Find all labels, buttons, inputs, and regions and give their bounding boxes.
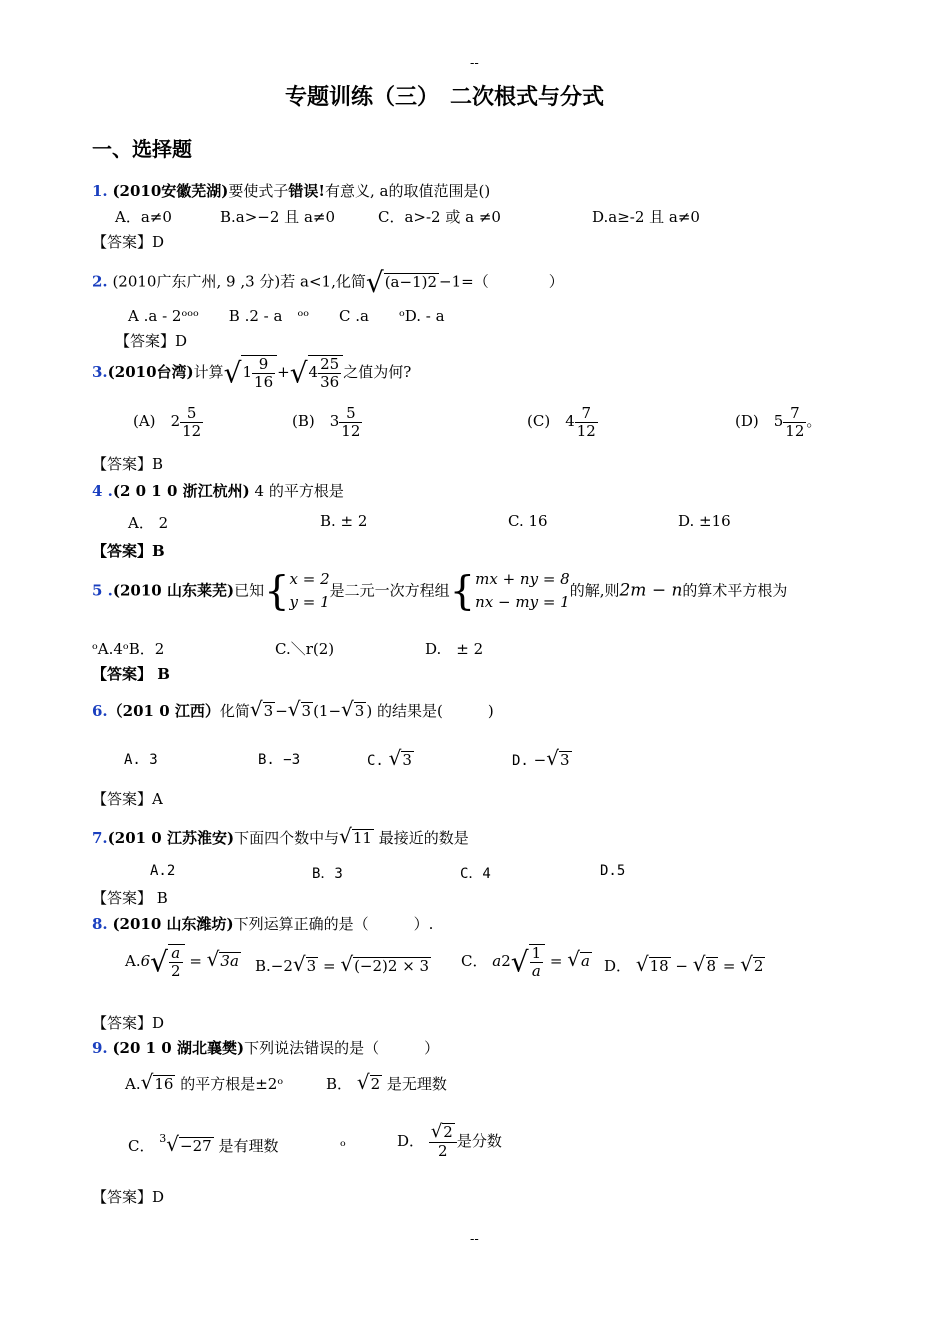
question-source: (2010台湾) <box>107 363 194 381</box>
equation: x = 2 <box>289 570 330 588</box>
option-a: A.2 <box>150 863 176 879</box>
question-2-stem: 2. (2010广东广州, 9 ,3 分)若 a<1,化简√(a−1)2 −1=（ ） <box>92 266 564 299</box>
question-text-tail: 的结果是( ) <box>376 702 494 720</box>
question-text: 下面四个数中与 <box>234 829 340 847</box>
question-source: （201 0 江西） <box>107 702 220 720</box>
expression: 2m − n <box>619 580 683 601</box>
equation: y = 1 <box>289 593 330 612</box>
option-c: C.＼r(2) <box>275 640 335 658</box>
question-text-tail: 之值为何? <box>343 363 412 381</box>
question-number: 4 . <box>92 482 113 500</box>
question-source: (201 0 江苏淮安) <box>107 829 235 847</box>
equation: mx + ny = 8 <box>475 570 570 588</box>
question-text: 是二元一次方程组 <box>329 581 450 600</box>
option-a: A． 2 <box>128 514 169 532</box>
option-b: B.a>−2 且 a≠0 <box>220 208 336 226</box>
question-text: 4 的平方根是 <box>254 482 344 500</box>
question-number: 3. <box>92 363 108 381</box>
page-title: 专题训练（三） 二次根式与分式 <box>285 85 605 110</box>
question-number: 2. <box>92 272 108 291</box>
option-d: (D) 5 $\frac{7}{12}$ 。 <box>735 404 822 440</box>
question-source: (20 1 0 湖北襄樊) <box>112 1039 245 1057</box>
mixed-whole: 4 <box>308 363 319 381</box>
answer: 【答案】 B <box>92 665 170 683</box>
option-b: B． √2 是无理数 <box>326 1070 447 1094</box>
option-c: C．4 <box>460 866 491 882</box>
answer: 【答案】D <box>92 233 165 251</box>
question-4-stem <box>92 480 344 501</box>
option-a: A.6√ $\frac{a}{2}$ = √3a <box>125 944 239 980</box>
question-8-stem <box>92 913 433 934</box>
radicand: (a−1)2 <box>384 272 438 291</box>
question-text: 下列说法错误的是（ ） <box>244 1039 440 1057</box>
question-text: (2010广东广州, 9 ,3 分)若 a<1,化简 <box>112 272 366 291</box>
numerator: 25 <box>320 355 340 373</box>
denominator: 36 <box>320 372 340 391</box>
question-1-stem <box>92 180 490 201</box>
option-c: (C) 4 $\frac{7}{12}$ <box>527 404 596 440</box>
mixed-whole: 1 <box>242 363 253 381</box>
question-text-tail: 最接近的数是 <box>378 829 469 847</box>
option-d: D. ± 2 <box>425 640 484 658</box>
answer: 【答案】B <box>92 542 165 560</box>
radicand: 11 <box>352 829 372 847</box>
option-d: D.5 <box>600 863 626 879</box>
answer: 【答案】D <box>92 1188 165 1206</box>
option-b: B. −3 <box>258 752 301 768</box>
answer: 【答案】D <box>92 1014 165 1032</box>
answer: 【答案】A <box>92 790 163 808</box>
question-text: 下列运算正确的是（ ）. <box>233 915 434 933</box>
option-a: (A) 2 $\frac{5}{12}$ <box>133 404 202 440</box>
question-number: 8. <box>92 915 108 933</box>
option-b: B．3 <box>312 866 343 882</box>
option-c: C． a2√ $\frac{1}{a}$ = √a <box>461 944 590 980</box>
question-5-stem: 5 .(2010 山东莱芜)已知{ x = 2 y = 1 是二元一次方程组{ mx + ny = 8 nx − my = 1 的解,则2m − n的算术平方根为 <box>92 568 788 615</box>
question-number: 7. <box>92 829 108 847</box>
option-c: C． $^3$√−27 是有理数 <box>128 1132 279 1156</box>
option-a: A. 3 <box>124 752 158 768</box>
question-source: (2010 山东莱芜) <box>112 581 235 600</box>
question-text: 要使式子 <box>228 182 289 200</box>
option-c: C．a>-2 或 a ≠0 <box>378 208 501 226</box>
answer: 【答案】B <box>92 455 164 473</box>
equation: nx − my = 1 <box>475 593 570 612</box>
option-c: C. 16 <box>508 512 548 530</box>
option-c: C. √3 <box>367 746 412 770</box>
question-text: 的解,则 <box>569 581 620 600</box>
question-text-tail: 的算术平方根为 <box>682 581 788 600</box>
question-text: 化简 <box>219 702 250 720</box>
option-a: A．a≠0 <box>115 208 172 226</box>
question-source: (2 0 1 0 浙江杭州) <box>112 482 250 500</box>
option-a: A.√16 的平方根是±2ᵒ <box>125 1070 284 1094</box>
options-ab: ᵒA.4ᵒB．2 <box>92 640 165 658</box>
separator-dot: ᵒ <box>340 1137 346 1155</box>
question-number: 9. <box>92 1039 108 1057</box>
question-source: (2010 山东潍坊) <box>112 915 234 933</box>
option-b: (B) 3 $\frac{5}{12}$ <box>292 404 361 440</box>
plus-sign: + <box>277 363 290 381</box>
header-mark: -- <box>470 56 479 71</box>
question-7-stem: 7.(201 0 江苏淮安)下面四个数中与√11 最接近的数是 <box>92 824 469 848</box>
question-9-stem <box>92 1037 439 1058</box>
footer-mark: -- <box>470 1232 479 1247</box>
question-source: (2010安徽芜湖) <box>112 182 229 200</box>
option-d: D. −√3 <box>512 746 570 770</box>
question-3-stem: 3.(2010台湾)计算√1 $\frac{9}{16}$ +√4 $\frac{25}{36}$ 之值为何? <box>92 355 412 391</box>
option-b: B. ± 2 <box>320 512 368 530</box>
question-text-tail: −1=（ ） <box>439 272 564 291</box>
numerator: 9 <box>252 356 275 374</box>
option-d: D. ±16 <box>678 512 731 530</box>
section-heading: 一、选择题 <box>92 137 192 161</box>
option-d: D． $\frac{√2}{2}$ 是分数 <box>397 1121 502 1160</box>
question-number: 5 . <box>92 581 113 600</box>
question-text-tail: 有意义, a的取值范围是() <box>325 182 491 200</box>
error-marker: 错误! <box>288 182 326 200</box>
option-d: D． √18 − √8 = √2 <box>604 952 764 976</box>
denominator: 16 <box>254 372 274 391</box>
question-text: 已知 <box>234 581 265 600</box>
question-text: 计算 <box>193 363 224 381</box>
answer: 【答案】 B <box>92 889 168 907</box>
question-number: 6. <box>92 702 108 720</box>
question-number: 1. <box>92 182 108 200</box>
options: A .a - 2ᵒᵒᵒ B .2 - a ᵒᵒ C .a ᵒD. - a <box>128 307 445 325</box>
option-d: D.a≥-2 且 a≠0 <box>592 208 700 226</box>
question-6-stem: 6.（201 0 江西）化简√3 −√3 (1−√3 ) 的结果是( ) <box>92 697 494 721</box>
answer: 【答案】D <box>115 332 188 350</box>
option-b: B.−2√3 = √(−2)2 × 3 <box>255 952 430 976</box>
